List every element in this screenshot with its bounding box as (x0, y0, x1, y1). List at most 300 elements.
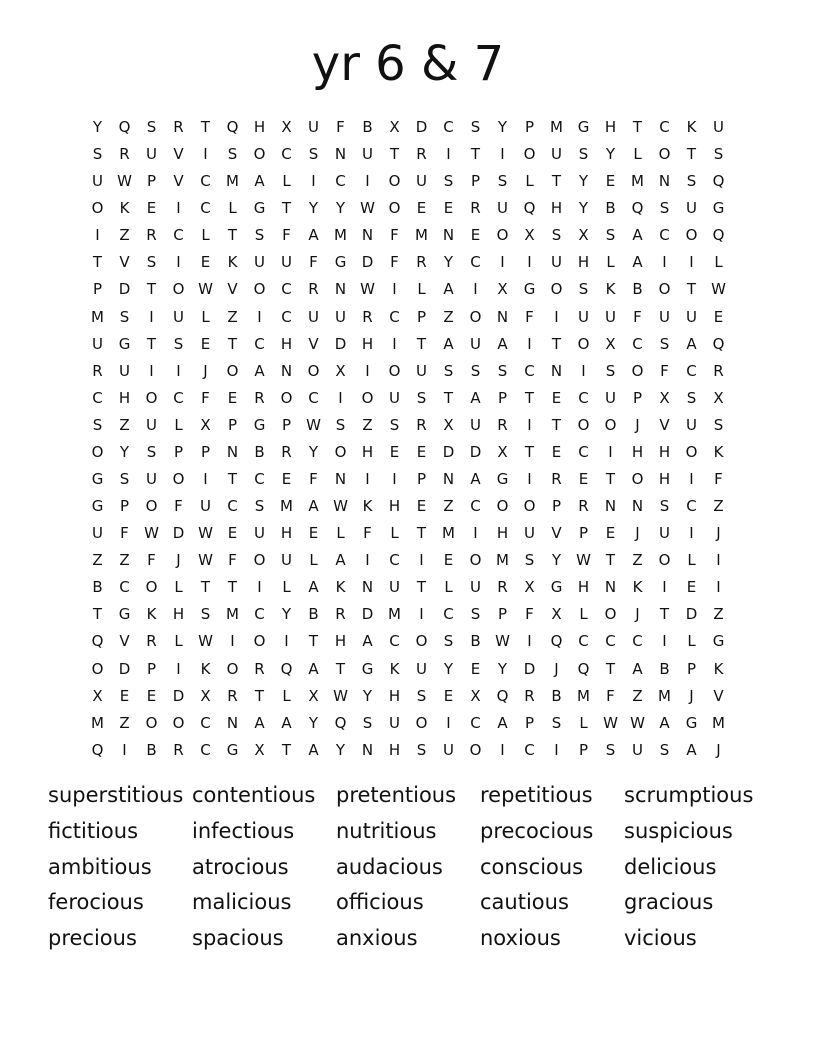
grid-letter: S (659, 740, 670, 759)
grid-letter: O (91, 442, 104, 461)
grid-letter: T (659, 605, 670, 624)
grid-letter: U (362, 145, 373, 164)
grid-letter: T (443, 388, 454, 407)
grid-letter: G (550, 578, 563, 597)
grid-letter: C (686, 497, 697, 516)
grid-letter: M (577, 686, 590, 705)
grid-letter: X (713, 388, 724, 407)
grid-letter: I (176, 253, 181, 272)
grid-letter: O (145, 388, 158, 407)
grid-letter: R (146, 226, 157, 245)
grid-letter: F (363, 524, 372, 543)
grid-letter: M (91, 307, 104, 326)
grid-letter: F (714, 470, 723, 489)
grid-letter: U (389, 713, 400, 732)
grid-letter: S (605, 226, 616, 245)
grid-letter: U (659, 524, 670, 543)
grid-letter: P (173, 442, 184, 461)
grid-letter: O (145, 713, 158, 732)
grid-letter: A (443, 334, 454, 353)
grid-letter: I (203, 470, 208, 489)
grid-letter: S (416, 740, 427, 759)
grid-letter: T (254, 686, 265, 705)
grid-letter: G (577, 118, 590, 136)
grid-letter: S (470, 361, 481, 380)
grid-letter: I (662, 578, 667, 597)
grid-letter: K (713, 659, 724, 678)
grid-letter: A (254, 361, 265, 380)
grid-letter: I (662, 632, 667, 651)
grid-letter: K (362, 497, 373, 516)
grid-letter: L (282, 686, 291, 705)
grid-letter: U (470, 578, 481, 597)
grid-letter: N (604, 497, 617, 516)
grid-letter: T (146, 280, 157, 299)
grid-letter: O (631, 361, 644, 380)
grid-letter: M (658, 686, 671, 705)
grid-letter: W (495, 632, 510, 651)
grid-letter: T (551, 334, 562, 353)
grid-letter: S (524, 551, 535, 570)
grid-letter: W (360, 199, 375, 218)
grid-letter: C (335, 172, 346, 191)
grid-letter: C (227, 497, 238, 516)
grid-letter: U (659, 307, 670, 326)
grid-letter: O (388, 199, 401, 218)
grid-letter: R (335, 605, 346, 624)
grid-letter: S (119, 470, 130, 489)
grid-letter: U (254, 524, 265, 543)
grid-letter: F (390, 253, 399, 272)
grid-letter: C (578, 632, 589, 651)
grid-letter: H (334, 632, 347, 651)
grid-letter: H (280, 524, 293, 543)
grid-letter: S (659, 199, 670, 218)
grid-letter: P (524, 713, 535, 732)
grid-letter: T (146, 334, 157, 353)
grid-letter: D (685, 605, 698, 624)
grid-letter: O (91, 659, 104, 678)
grid-letter: B (659, 659, 670, 678)
grid-letter: W (117, 172, 132, 191)
grid-letter: J (203, 361, 208, 380)
grid-letter: U (146, 470, 157, 489)
grid-letter: I (365, 172, 370, 191)
grid-letter: E (713, 307, 724, 326)
grid-letter: P (524, 118, 535, 136)
grid-letter: O (415, 632, 428, 651)
grid-letter: I (446, 713, 451, 732)
grid-letter: E (470, 226, 481, 245)
grid-letter: X (659, 388, 670, 407)
word-list-item: pretentious (336, 783, 457, 807)
grid-letter: A (470, 470, 481, 489)
grid-letter: C (686, 361, 697, 380)
word-list-item: precocious (480, 818, 594, 843)
grid-letter: S (443, 361, 454, 380)
grid-letter: F (201, 388, 210, 407)
grid-letter: T (686, 280, 697, 299)
grid-letter: S (119, 307, 130, 326)
grid-letter: C (389, 307, 400, 326)
grid-letter: O (145, 578, 158, 597)
grid-letter: A (335, 551, 346, 570)
grid-letter: N (334, 470, 347, 489)
grid-letter: A (632, 253, 643, 272)
grid-letter: C (524, 361, 535, 380)
grid-letter: I (527, 253, 532, 272)
grid-letter: A (362, 632, 373, 651)
grid-letter: S (470, 605, 481, 624)
grid-letter: O (658, 145, 671, 164)
grid-letter: S (659, 334, 670, 353)
grid-letter: M (388, 605, 401, 624)
grid-letter: H (604, 118, 617, 136)
grid-letter: V (713, 686, 724, 705)
grid-letter: Z (443, 307, 454, 326)
grid-letter: O (658, 280, 671, 299)
grid-letter: L (606, 253, 615, 272)
grid-letter: I (446, 145, 451, 164)
grid-letter: W (144, 524, 159, 543)
grid-letter: F (309, 470, 318, 489)
grid-letter: O (604, 605, 617, 624)
grid-letter: S (389, 415, 400, 434)
grid-letter: K (119, 199, 130, 218)
grid-letter: T (551, 415, 562, 434)
grid-letter: A (686, 740, 697, 759)
grid-letter: R (281, 442, 292, 461)
grid-letter: O (523, 145, 536, 164)
grid-letter: T (524, 388, 535, 407)
grid-letter: N (496, 307, 509, 326)
grid-letter: Z (227, 307, 238, 326)
grid-letter: D (361, 605, 374, 624)
grid-letter: R (173, 740, 184, 759)
grid-letter: Z (119, 226, 130, 245)
grid-letter: E (551, 442, 562, 461)
grid-letter: H (253, 118, 266, 136)
grid-letter: F (525, 307, 534, 326)
word-list-item: superstitious (48, 783, 184, 807)
grid-letter: U (605, 307, 616, 326)
grid-letter: M (226, 172, 239, 191)
grid-letter: I (716, 578, 721, 597)
grid-letter: C (443, 118, 454, 136)
grid-letter: C (200, 199, 211, 218)
grid-letter: Y (497, 659, 508, 678)
grid-letter: U (686, 307, 697, 326)
grid-letter: R (146, 632, 157, 651)
grid-letter: H (388, 686, 401, 705)
grid-letter: I (149, 361, 154, 380)
grid-letter: G (712, 632, 725, 651)
grid-letter: C (254, 605, 265, 624)
grid-letter: O (685, 226, 698, 245)
grid-letter: S (551, 226, 562, 245)
grid-letter: T (416, 524, 427, 543)
grid-letter: U (389, 388, 400, 407)
grid-letter: I (338, 388, 343, 407)
grid-letter: H (361, 334, 374, 353)
grid-letter: E (443, 199, 454, 218)
grid-letter: E (551, 388, 562, 407)
grid-letter: L (579, 713, 588, 732)
word-list-item: suspicious (624, 818, 733, 843)
grid-letter: U (578, 307, 589, 326)
grid-letter: X (605, 334, 616, 353)
grid-letter: O (577, 334, 590, 353)
word-list-item: gracious (624, 890, 714, 915)
grid-letter: S (416, 388, 427, 407)
grid-letter: N (550, 361, 563, 380)
grid-letter: P (119, 497, 130, 516)
grid-letter: P (578, 740, 589, 759)
grid-letter: S (254, 226, 265, 245)
grid-letter: L (174, 415, 183, 434)
grid-letter: A (308, 578, 319, 597)
grid-letter: G (334, 253, 347, 272)
grid-letter: Q (712, 334, 725, 353)
word-list-item: precious (48, 926, 137, 951)
grid-letter: Z (713, 605, 724, 624)
grid-letter: P (578, 524, 589, 543)
grid-letter: R (497, 578, 508, 597)
grid-letter: Q (577, 659, 590, 678)
grid-letter: O (253, 551, 266, 570)
grid-letter: E (146, 199, 157, 218)
grid-letter: Y (281, 605, 292, 624)
grid-letter: O (550, 280, 563, 299)
grid-letter: O (226, 361, 239, 380)
grid-letter: U (200, 497, 211, 516)
grid-letter: T (227, 226, 238, 245)
grid-letter: K (200, 659, 211, 678)
grid-letter: U (146, 415, 157, 434)
grid-letter: W (630, 713, 645, 732)
grid-letter: O (91, 199, 104, 218)
grid-letter: Y (308, 199, 319, 218)
grid-letter: O (523, 497, 536, 516)
grid-letter: E (227, 388, 238, 407)
grid-letter: T (389, 145, 400, 164)
grid-letter: K (713, 442, 724, 461)
grid-letter: C (443, 605, 454, 624)
grid-letter: A (308, 497, 319, 516)
grid-letter: J (635, 415, 640, 434)
grid-letter: W (576, 551, 591, 570)
grid-letter: O (145, 497, 158, 516)
grid-letter: Z (443, 497, 454, 516)
grid-letter: T (227, 334, 238, 353)
grid-letter: H (658, 442, 671, 461)
grid-letter: P (227, 415, 238, 434)
grid-letter: I (473, 524, 478, 543)
grid-letter: D (172, 686, 185, 705)
grid-letter: B (470, 632, 481, 651)
grid-letter: K (686, 118, 697, 136)
grid-letter: U (497, 199, 508, 218)
grid-letter: U (443, 740, 454, 759)
grid-letter: J (176, 551, 181, 570)
grid-letter: U (686, 199, 697, 218)
grid-letter: U (470, 415, 481, 434)
grid-letter: U (470, 334, 481, 353)
grid-letter: K (335, 578, 346, 597)
grid-letter: Y (497, 118, 508, 136)
grid-letter: L (525, 172, 534, 191)
grid-letter: Y (578, 199, 589, 218)
grid-letter: N (334, 280, 347, 299)
grid-letter: R (227, 686, 238, 705)
grid-letter: E (605, 172, 616, 191)
grid-letter: O (388, 361, 401, 380)
grid-letter: S (659, 497, 670, 516)
grid-letter: E (200, 253, 211, 272)
grid-letter: I (500, 253, 505, 272)
grid-letter: Z (713, 497, 724, 516)
grid-letter: A (659, 713, 670, 732)
grid-letter: M (550, 118, 563, 136)
grid-letter: A (254, 172, 265, 191)
grid-letter: C (632, 632, 643, 651)
grid-letter: C (524, 740, 535, 759)
grid-letter: D (442, 442, 455, 461)
grid-letter: F (282, 226, 291, 245)
grid-letter: P (281, 415, 292, 434)
grid-letter: M (280, 497, 293, 516)
grid-letter: Q (118, 118, 131, 136)
grid-letter: S (497, 361, 508, 380)
grid-letter: X (200, 686, 211, 705)
grid-letter: T (335, 659, 346, 678)
grid-letter: X (524, 226, 535, 245)
grid-letter: C (200, 740, 211, 759)
grid-letter: A (497, 334, 508, 353)
grid-letter: S (200, 605, 211, 624)
grid-letter: I (149, 307, 154, 326)
grid-letter: E (146, 686, 157, 705)
grid-letter: X (254, 740, 265, 759)
grid-letter: I (581, 361, 586, 380)
grid-letter: W (333, 497, 348, 516)
grid-letter: Q (712, 226, 725, 245)
grid-letter: O (253, 145, 266, 164)
grid-letter: R (470, 199, 481, 218)
grid-letter: Y (551, 551, 562, 570)
grid-letter: E (389, 442, 400, 461)
grid-letter: Q (523, 199, 536, 218)
grid-letter: Q (496, 686, 509, 705)
grid-letter: B (362, 118, 373, 136)
grid-letter: I (95, 226, 100, 245)
grid-letter: M (415, 226, 428, 245)
grid-letter: O (334, 442, 347, 461)
grid-letter: A (497, 713, 508, 732)
grid-letter: R (119, 145, 130, 164)
grid-letter: T (416, 334, 427, 353)
grid-letter: J (635, 605, 640, 624)
grid-letter: L (174, 578, 183, 597)
grid-letter: S (686, 388, 697, 407)
grid-letter: F (390, 226, 399, 245)
grid-letter: G (523, 280, 536, 299)
grid-letter: I (122, 740, 127, 759)
grid-letter: W (198, 524, 213, 543)
grid-letter: O (280, 388, 293, 407)
grid-letter: K (389, 659, 400, 678)
word-list (48, 779, 768, 958)
grid-letter: H (550, 199, 563, 218)
grid-letter: B (632, 280, 643, 299)
grid-letter: C (281, 307, 292, 326)
grid-letter: F (309, 253, 318, 272)
grid-letter: H (631, 442, 644, 461)
grid-letter: X (200, 415, 211, 434)
grid-letter: Q (280, 659, 293, 678)
grid-letter: C (281, 145, 292, 164)
grid-letter: B (605, 199, 616, 218)
grid-letter: W (603, 713, 618, 732)
grid-letter: P (416, 307, 427, 326)
grid-letter: N (226, 713, 239, 732)
grid-letter: M (334, 226, 347, 245)
grid-letter: M (712, 713, 725, 732)
word-list-item: scrumptious (624, 783, 754, 807)
grid-letter: U (416, 361, 427, 380)
grid-letter: X (335, 361, 346, 380)
grid-letter: S (605, 740, 616, 759)
grid-letter: S (497, 172, 508, 191)
grid-letter: O (307, 361, 320, 380)
grid-letter: P (146, 659, 157, 678)
grid-letter: C (470, 253, 481, 272)
grid-letter: L (201, 226, 210, 245)
grid-letter: M (442, 524, 455, 543)
grid-letter: C (92, 388, 103, 407)
grid-letter: I (527, 415, 532, 434)
grid-letter: U (713, 118, 724, 136)
grid-letter: I (365, 470, 370, 489)
grid-letter: Y (335, 199, 346, 218)
grid-letter: Q (91, 632, 104, 651)
grid-letter: R (92, 361, 103, 380)
grid-letter: G (496, 470, 509, 489)
grid-letter: V (173, 172, 184, 191)
grid-letter: X (497, 442, 508, 461)
grid-letter: U (389, 578, 400, 597)
grid-letter: I (500, 145, 505, 164)
grid-letter: A (443, 280, 454, 299)
grid-letter: I (392, 280, 397, 299)
grid-letter: J (635, 524, 640, 543)
grid-letter: G (91, 470, 104, 489)
grid-letter: X (92, 686, 103, 705)
grid-letter: N (280, 361, 293, 380)
grid-letter: O (631, 470, 644, 489)
grid-letter: V (227, 280, 238, 299)
grid-letter: D (361, 253, 374, 272)
grid-letter: I (419, 551, 424, 570)
grid-letter: A (686, 334, 697, 353)
grid-letter: X (578, 226, 589, 245)
grid-letter: T (605, 659, 616, 678)
grid-letter: U (524, 524, 535, 543)
grid-letter: A (308, 740, 319, 759)
grid-letter: B (254, 442, 265, 461)
grid-letter: B (308, 605, 319, 624)
grid-letter: I (527, 632, 532, 651)
